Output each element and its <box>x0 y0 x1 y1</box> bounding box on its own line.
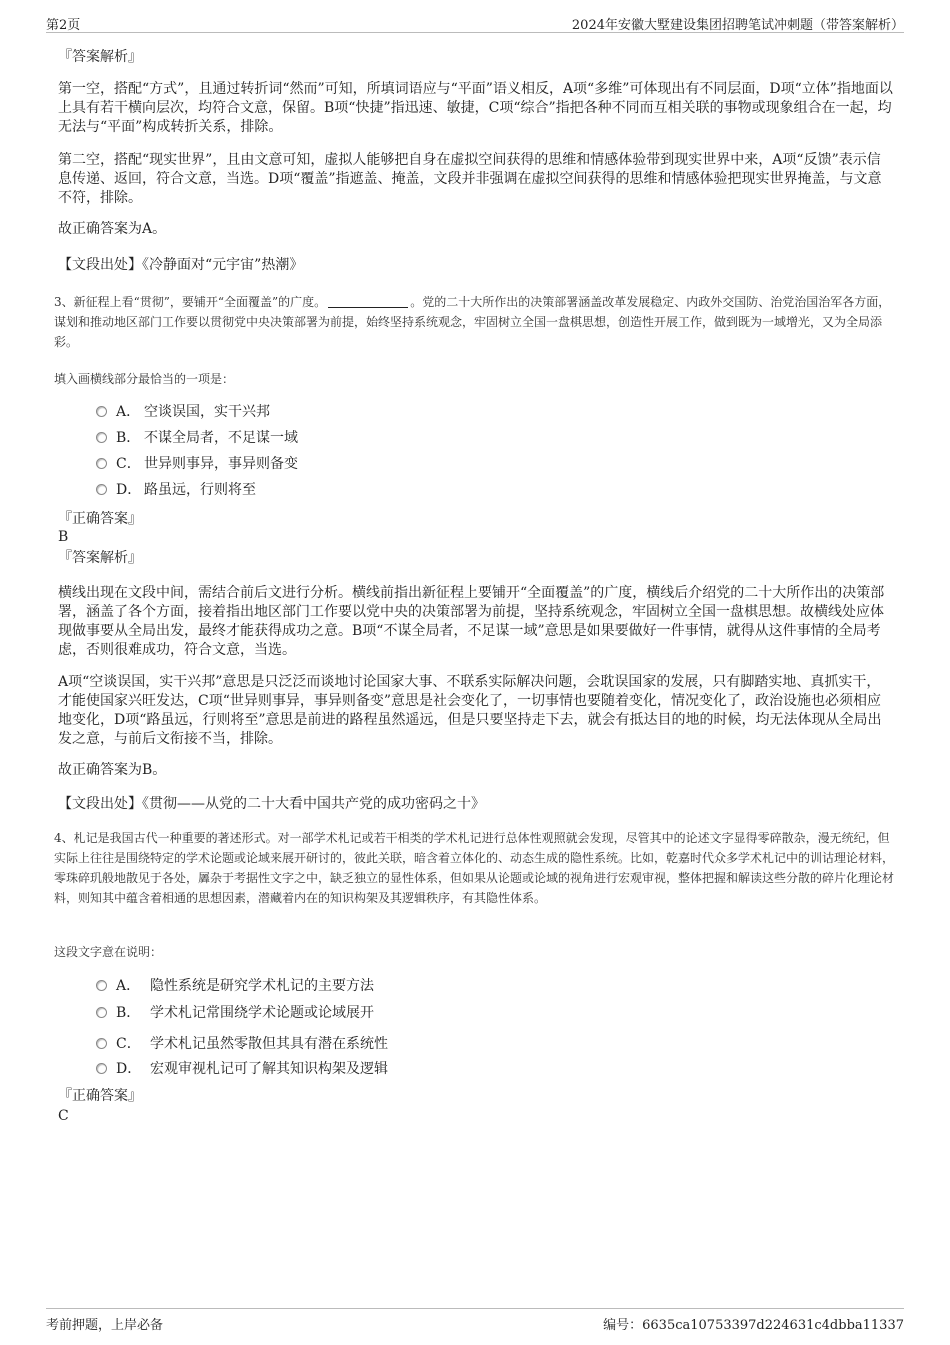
radio-icon[interactable] <box>96 1038 107 1049</box>
document-id: 编号：6635ca10753397d224631c4dbba11337 <box>603 1318 904 1333</box>
q4-question: 这段文字意在说明： <box>54 945 163 959</box>
q3-answer-label: 『正确答案』 <box>58 511 142 527</box>
q4-stem: 4、札记是我国古代一种重要的著述形式。对一部学术札记或若干相类的学术札记进行总体性观照就会发现，尽管其中的论述文字显得零碎散杂，漫无统纪，但实际上往往是围绕特定的学术论题或论域来展开研讨的，彼此关联，暗含着立体化的、动态生成的隐性系统。比如，乾嘉时代众多学术札记中的训诂理论材料，零珠碎玑般地散见于各处，羼杂于考据性文字之中，缺乏独立的显性体系，但如果从论题或论域的视角进行宏观审视，整体把握和解读这些分散的碎片化理论材料，则知其中蕴含着相通的思想因素，潜藏着内在的知识构架及其逻辑秩序，有其隐性体系。 <box>54 831 895 905</box>
radio-icon[interactable] <box>96 1007 107 1018</box>
q2-source: 【文段出处】《冷静面对“元宇宙”热潮》 <box>58 257 304 273</box>
q3-conclusion: 故正确答案为B。 <box>58 762 167 778</box>
q3-question: 填入画横线部分最恰当的一项是： <box>54 372 235 386</box>
document-title: 2024年安徽大墅建设集团招聘笔试冲刺题（带答案解析） <box>571 18 904 33</box>
q4-answer-label: 『正确答案』 <box>58 1088 142 1104</box>
q4-option-b[interactable]: B． 学术札记常围绕学术论题或论域展开 <box>96 1003 374 1023</box>
q3-source: 【文段出处】《贯彻——从党的二十大看中国共产党的成功密码之十》 <box>58 796 485 812</box>
page-number: 第2页 <box>46 18 81 33</box>
page-header <box>46 10 904 33</box>
radio-icon[interactable] <box>96 980 107 991</box>
q3-analysis-p1: 横线出现在文段中间，需结合前后文进行分析。横线前指出新征程上要铺开“全面覆盖”的广度，横线后介绍党的二十大所作出的决策部署，涵盖了各个方面，接着指出地区部门工作要以党中央的决策部署为前提，坚持系统观念，牢固树立全国一盘棋思想。故横线处应体现做事要从全局出发，最终才能获得成功之意。B项“不谋全局者，不足谋一域”意思是如果要做好一件事情，就得从这件事情的全局考虑，否则很难成功，符合文意，当选。 <box>58 585 885 658</box>
q4-option-c[interactable]: C． 学术札记虽然零散但其具有潜在系统性 <box>96 1034 388 1054</box>
radio-icon[interactable] <box>96 432 107 443</box>
q2-conclusion: 故正确答案为A。 <box>58 221 167 237</box>
q3-blank <box>328 295 408 308</box>
q3-option-a[interactable]: A． 空谈误国，实干兴邦 <box>96 402 270 422</box>
q3-analysis-label: 『答案解析』 <box>58 550 142 566</box>
footer-slogan: 考前押题，上岸必备 <box>46 1318 164 1333</box>
q4-option-d[interactable]: D． 宏观审视札记可了解其知识构架及逻辑 <box>96 1059 388 1079</box>
q2-analysis-label: 『答案解析』 <box>58 49 142 65</box>
page-footer <box>46 1308 904 1331</box>
q3-option-c[interactable]: C． 世异则事异，事异则备变 <box>96 454 298 474</box>
q3-stem: 3、新征程上看“贯彻”，要铺开“全面覆盖”的广度。 。党的二十大所作出的决策部署涵盖改革发展稳定、内政外交国防、治党治国治军各方面，谋划和推动地区部门工作要以贯彻党中央决策部署为前提，始终坚持系统观念，牢固树立全国一盘棋思想，创造性开展工作，做到既为一域增光，又为全局添彩。 <box>54 295 891 349</box>
q2-analysis-p1: 第一空，搭配“方式”，且通过转折词“然而”可知，所填词语应与“平面”语义相反，A项“多维”可体现出有不同层面，D项“立体”指地面以上具有若干横向层次，均符合文意，保留。B项“快捷”指迅速、敏捷，C项“综合”指把各种不同而互相关联的事物或现象组合在一起，均无法与“平面”构成转折关系，排除。 <box>58 81 893 135</box>
q2-analysis-p2: 第二空，搭配“现实世界”，且由文意可知，虚拟人能够把自身在虚拟空间获得的思维和情感体验带到现实世界中来，A项“反馈”表示信息传递、返回，符合文意，当选。D项“覆盖”指遮盖、掩盖，文段并非强调在虚拟空间获得的思维和情感体验把现实世界掩盖，与文意不符，排除。 <box>58 152 882 206</box>
q3-option-b[interactable]: B． 不谋全局者，不足谋一域 <box>96 428 298 448</box>
radio-icon[interactable] <box>96 458 107 469</box>
q3-analysis-p2: A项“空谈误国，实干兴邦”意思是只泛泛而谈地讨论国家大事、不联系实际解决问题，会耽误国家的发展，只有脚踏实地、真抓实干，才能使国家兴旺发达，C项“世异则事异，事异则备变”意思是社会变化了，一切事情也要随着变化，情况变化了，政治设施也必须相应地变化，D项“路虽远，行则将至”意思是前进的路程虽然遥远，但是只要坚持走下去，就会有抵达目的地的时候，均无法体现从全局出发之意，与前后文衔接不当，排除。 <box>58 674 882 747</box>
q3-option-d[interactable]: D． 路虽远，行则将至 <box>96 480 256 500</box>
radio-icon[interactable] <box>96 484 107 495</box>
q4-answer: C <box>58 1108 69 1124</box>
q3-answer: B <box>58 529 69 545</box>
radio-icon[interactable] <box>96 1063 107 1074</box>
q4-option-a[interactable]: A． 隐性系统是研究学术札记的主要方法 <box>96 976 374 996</box>
radio-icon[interactable] <box>96 406 107 417</box>
